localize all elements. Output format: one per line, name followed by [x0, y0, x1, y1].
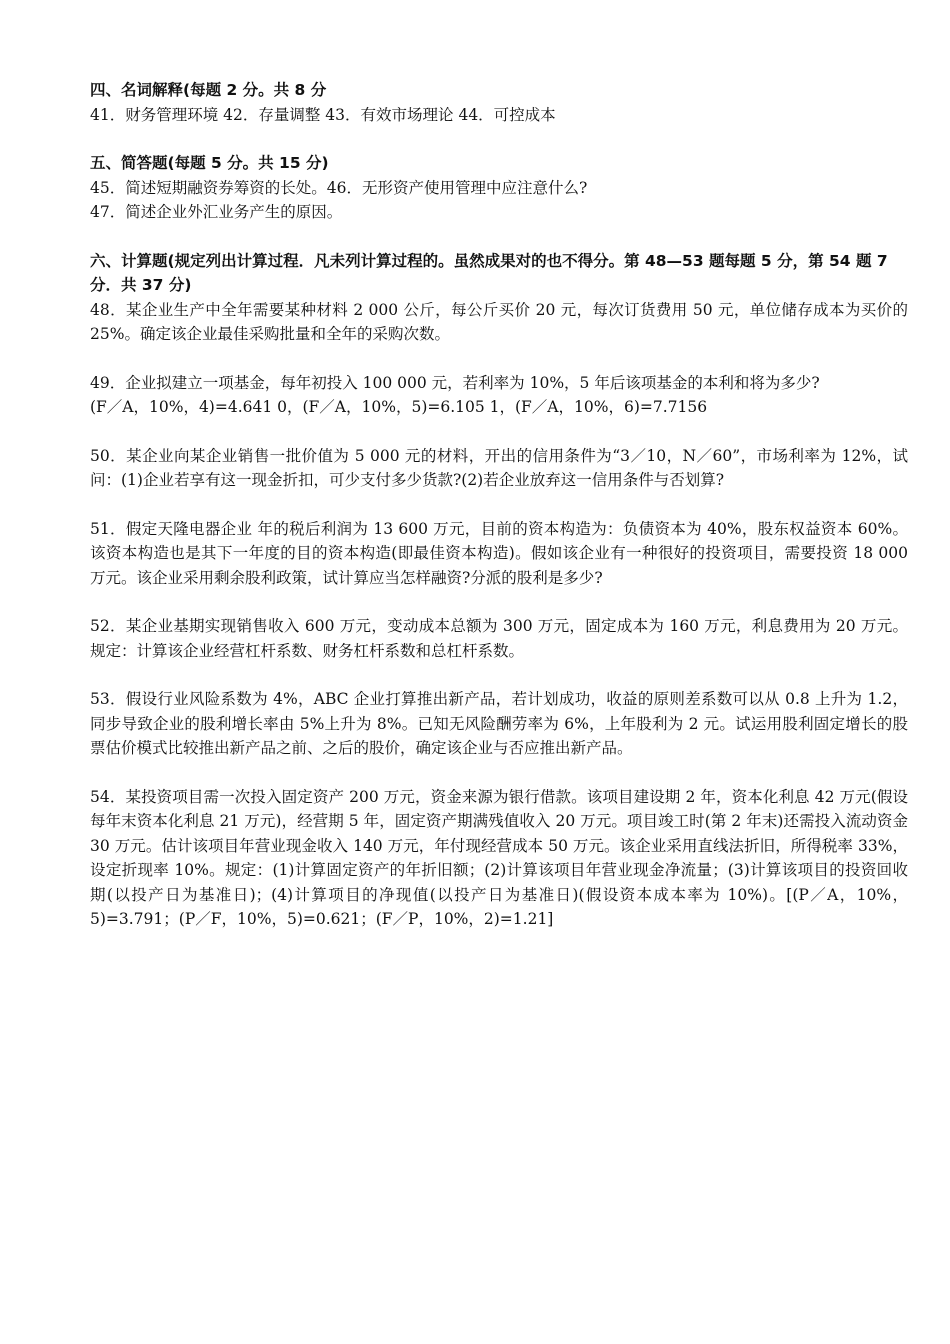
- spacer: [90, 420, 908, 444]
- section-heading-calculation: 六、计算题(规定列出计算过程．凡未列计算过程的。虽然成果对的也不得分。第 48—53 题每题 5 分，第 54 题 7 分．共 37 分): [90, 251, 888, 294]
- spacer: [90, 493, 908, 517]
- section-heading-short-answer: 五、简答题(每题 5 分。共 15 分): [90, 154, 329, 172]
- section-heading-terms: 四、名词解释(每题 2 分。共 8 分: [90, 81, 327, 99]
- question-49: 49．企业拟建立一项基金，每年初投入 100 000 元，若利率为 10%，5 年后该项基金的本利和将为多少?: [90, 373, 820, 392]
- spacer: [90, 347, 908, 371]
- spacer: [90, 225, 908, 249]
- question-52: 52．某企业基期实现销售收入 600 万元，变动成本总额为 300 万元，固定成本为 160 万元，利息费用为 20 万元。规定：计算该企业经营杠杆系数、财务杠杆系数和总杠杆系数。: [90, 617, 908, 660]
- exam-page: [90, 78, 908, 932]
- question-48: 48．某企业生产中全年需要某种材料 2 000 公斤，每公斤买价 20 元，每次订货费用 50 元，单位储存成本为买价的 25%。确定该企业最佳采购批量和全年的采购次数。: [90, 300, 908, 343]
- question-54: 54．某投资项目需一次投入固定资产 200 万元，资金来源为银行借款。该项目建设期 2 年，资本化利息 42 万元(假设每年末资本化利息 21 万元)，经营期 5 年，固定资产期满残值收入 20 万元。项目竣工时(第 2 年末)还需投入流动资金 30 万元。估计该项目年营业现金收入 140 万元，年付现经营成本 50 万元。该企业采用直线法折旧，所得税率 33%，设定折现率 10%。规定：(1)计算固定资产的年折旧额；(2)计算该项目年营业现金净流量；(3)计算该项目的投资回收期(以投产日为基准日)；(4)计算项目的净现值(以投产日为基准日)(假设资本成本率为 10%)。[(P／A，10%，5)=3.791；(P／F，10%，5)=0.621；(F／P，10%，2)=1.21]: [90, 787, 908, 928]
- short-answer-line-2: 47．简述企业外汇业务产生的原因。: [90, 203, 343, 221]
- terms-list: 41．财务管理环境 42．存量调整 43．有效市场理论 44．可控成本: [90, 105, 556, 124]
- spacer: [90, 590, 908, 614]
- question-51: 51．假定天隆电器企业 年的税后利润为 13 600 万元，目前的资本构造为：负债资本为 40%，股东权益资本 60%。该资本构造也是其下一年度的目的资本构造(即最佳资本构造)。假如该企业有一种很好的投资项目，需要投资 18 000 万元。该企业采用剩余股利政策，试计算应当怎样融资?分派的股利是多少?: [90, 519, 908, 587]
- short-answer-line-1: 45．简述短期融资券筹资的长处。46．无形资产使用管理中应注意什么?: [90, 178, 588, 197]
- spacer: [90, 127, 908, 151]
- spacer: [90, 761, 908, 785]
- question-50: 50．某企业向某企业销售一批价值为 5 000 元的材料，开出的信用条件为“3／10，N／60”，市场利率为 12%，试问：(1)企业若享有这一现金折扣，可少支付多少货款?(2)若企业放弃这一信用条件与否划算?: [90, 446, 908, 489]
- spacer: [90, 663, 908, 687]
- question-53: 53．假设行业风险系数为 4%，ABC 企业打算推出新产品，若计划成功，收益的原则差系数可以从 0.8 上升为 1.2，同步导致企业的股利增长率由 5%上升为 8%。已知无风险酬劳率为 6%，上年股利为 2 元。试运用股利固定增长的股票估价模式比较推出新产品之前、之后的股价，确定该企业与否应推出新产品。: [90, 690, 908, 757]
- question-49-factors: (F／A，10%，4)=4.641 0，(F／A，10%，5)=6.105 1，(F／A，10%，6)=7.7156: [90, 398, 708, 416]
